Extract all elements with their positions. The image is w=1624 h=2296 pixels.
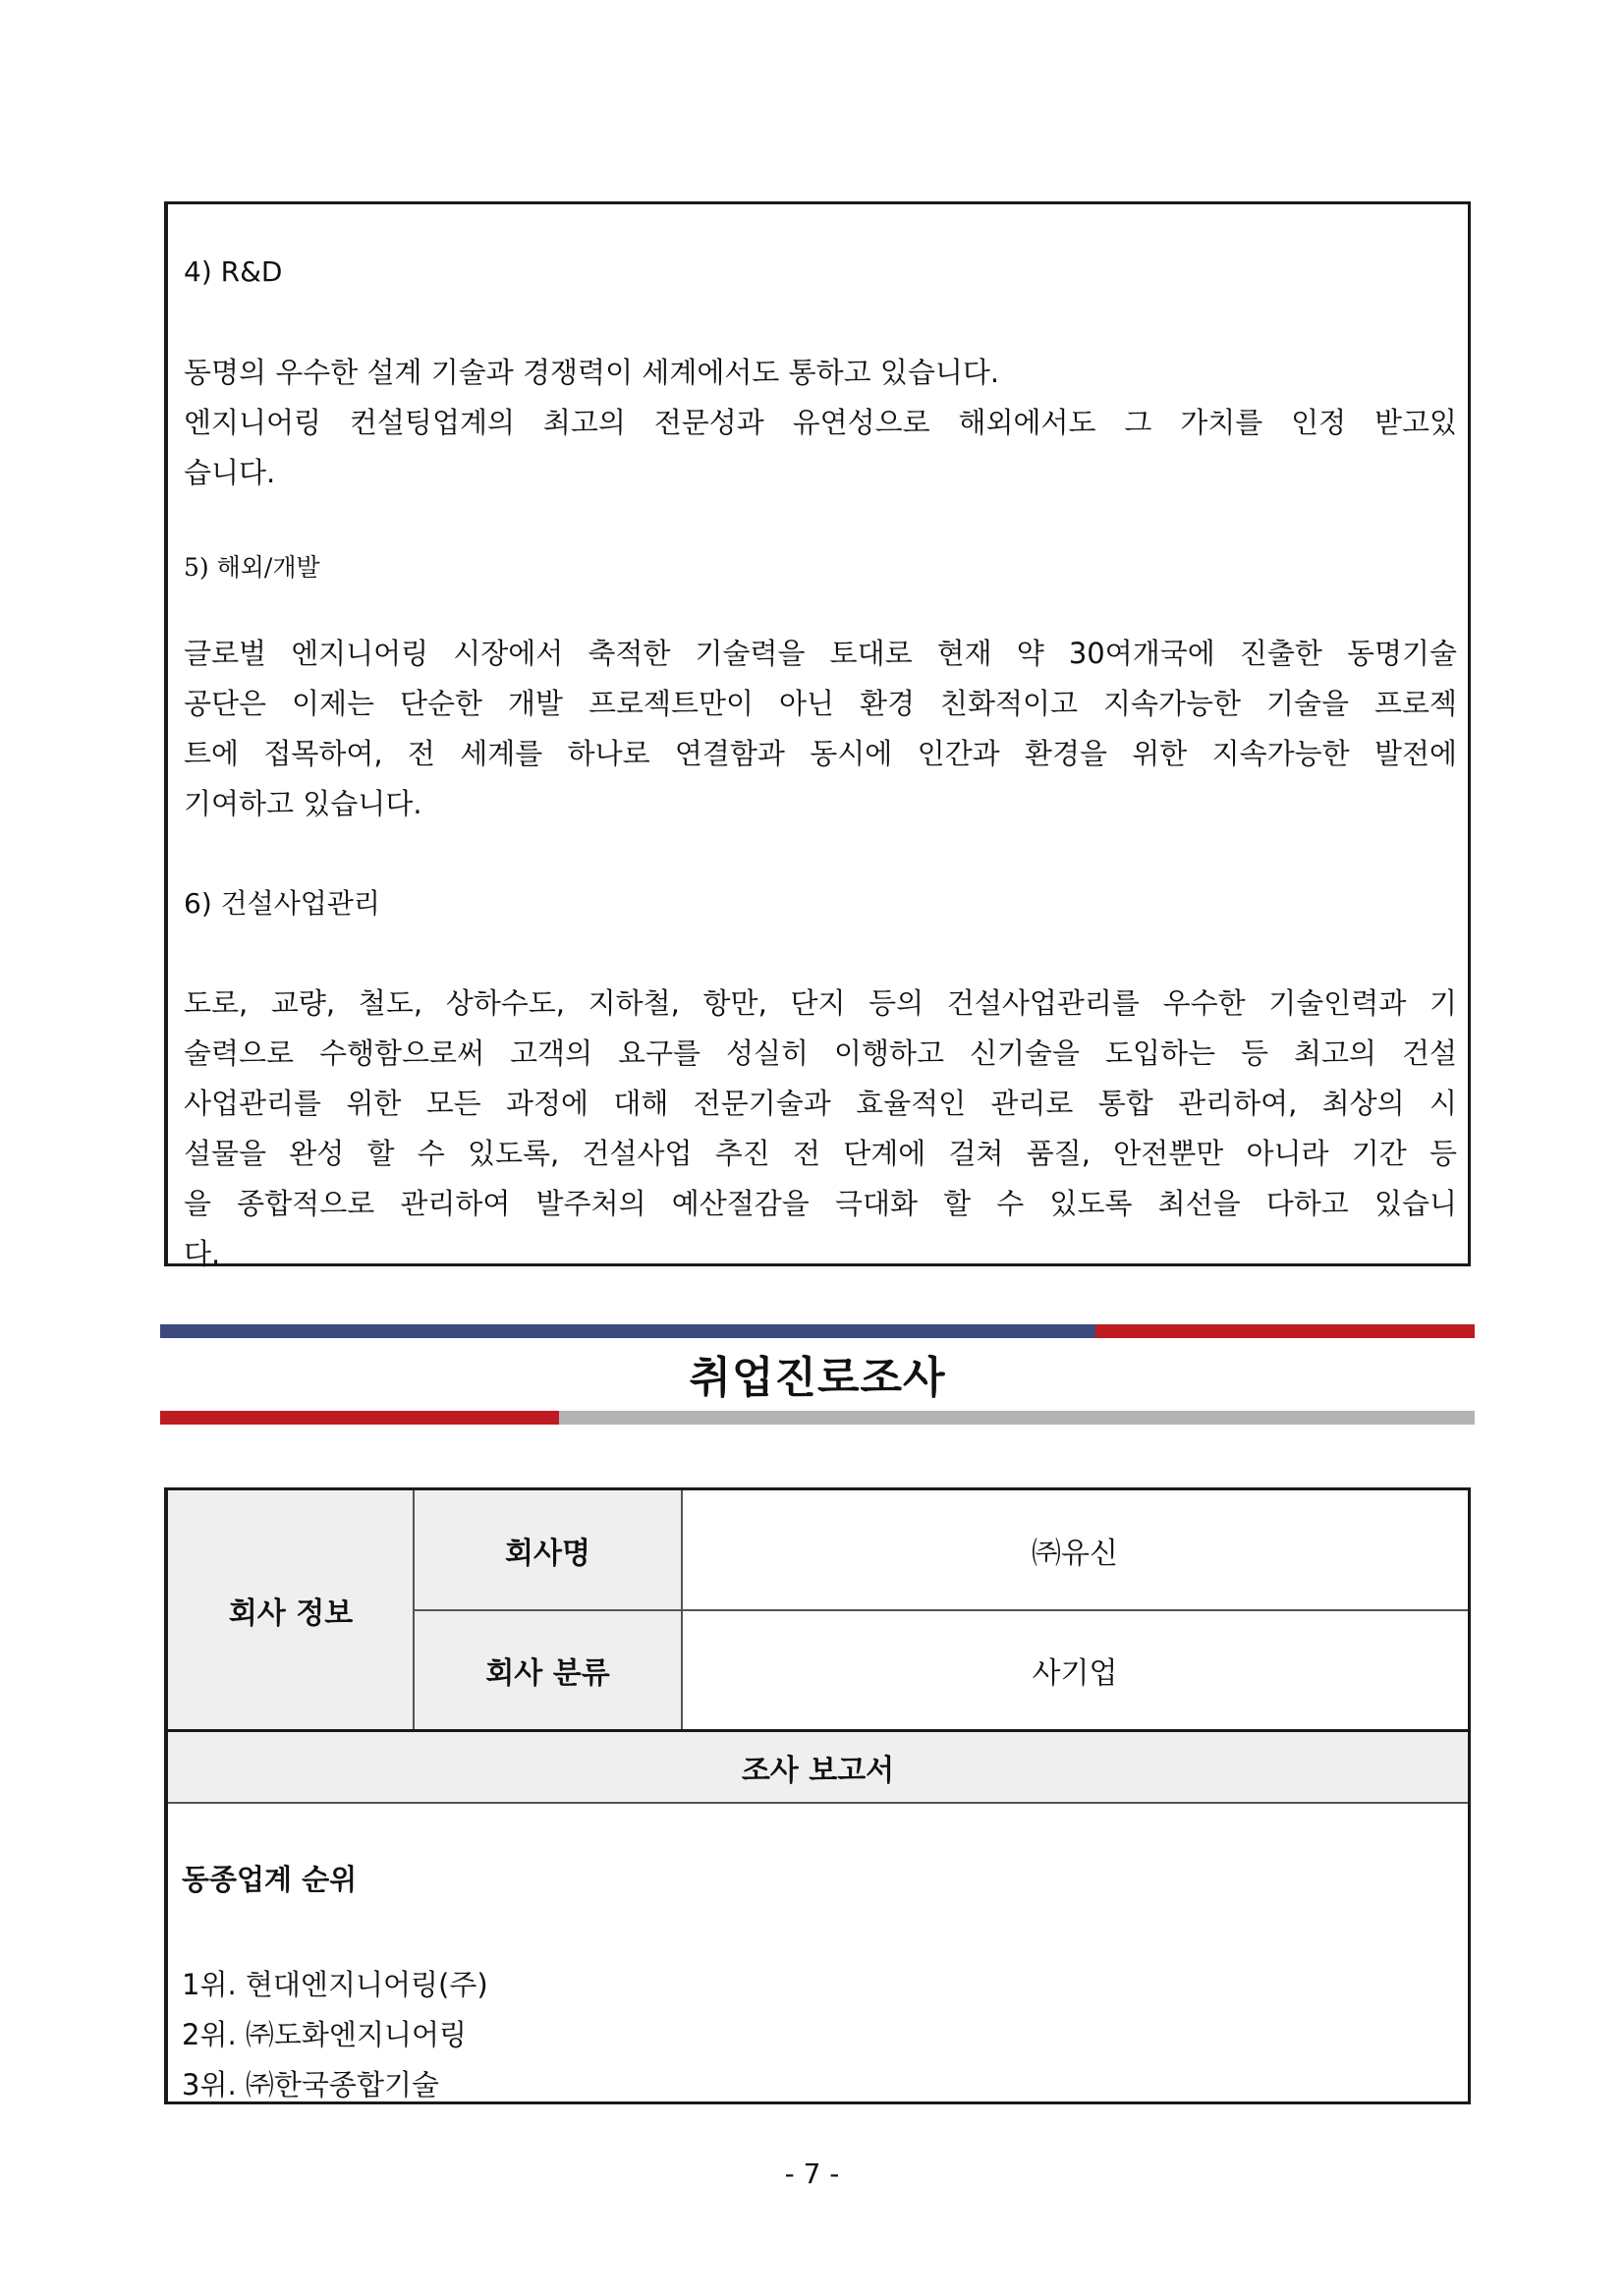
title-bar-bottom-red [160, 1411, 559, 1425]
overseas-line-3: 트에 접목하여, 전 세계를 하나로 연결함과 동시에 인간과 환경을 위한 지속가능한 발전에 [184, 737, 1457, 770]
construction-line-3: 사업관리를 위한 모든 과정에 대해 전문기술과 효율적인 관리로 통합 관리하여, 최상의 시 [184, 1087, 1457, 1120]
company-type-label: 회사 분류 [414, 1610, 682, 1730]
grid-line [168, 1802, 1468, 1804]
overseas-line-2: 공단은 이제는 단순한 개발 프로젝트만이 아닌 환경 친화적이고 지속가능한 기술을 프로젝 [184, 687, 1457, 720]
construction-line-5: 을 종합적으로 관리하여 발주처의 예산절감을 극대화 할 수 있도록 최선을 다하고 있습니 [184, 1187, 1457, 1220]
rnd-line-2: 엔지니어링 컨설팅업계의 최고의 전문성과 유연성으로 해외에서도 그 가치를 인정 받고있 [184, 406, 1457, 439]
construction-heading: 6) 건설사업관리 [184, 887, 380, 920]
construction-line-6: 다. [184, 1237, 221, 1270]
company-name-value: ㈜유신 [1032, 1537, 1118, 1571]
title-bar-top-red [1095, 1324, 1475, 1338]
construction-line-4: 설물을 완성 할 수 있도록, 건설사업 추진 전 단계에 걸쳐 품질, 안전뿐만 아니라 기간 등 [184, 1137, 1457, 1170]
company-info-group-label: 회사 정보 [168, 1490, 414, 1730]
rnd-line-1: 동명의 우수한 설계 기술과 경쟁력이 세계에서도 통하고 있습니다. [184, 356, 1000, 389]
ranking-item-2: 2위. ㈜도화엔지니어링 [182, 2018, 467, 2051]
page-number: - 7 - [784, 2157, 840, 2190]
construction-paragraph [184, 979, 1457, 1279]
title-bar-top-navy [160, 1324, 1095, 1338]
report-header: 조사 보고서 [168, 1732, 1468, 1803]
ranking-title: 동종업계 순위 [182, 1863, 358, 1896]
overseas-line-4: 기여하고 있습니다. [184, 787, 422, 820]
rnd-heading: 4) R&D [184, 255, 283, 288]
overseas-line-1: 글로벌 엔지니어링 시장에서 축적한 기술력을 토대로 현재 약 30여개국에 진출한 동명기술 [184, 637, 1457, 670]
ranking-list [182, 1960, 488, 2110]
title-bar-bottom-gray [559, 1411, 1475, 1425]
grid-line [414, 1609, 1468, 1611]
rnd-paragraph [184, 348, 1457, 498]
overseas-paragraph [184, 629, 1457, 829]
construction-line-1: 도로, 교량, 철도, 상하수도, 지하철, 항만, 단지 등의 건설사업관리를 우수한 기술인력과 기 [184, 986, 1457, 1020]
ranking-item-3: 3위. ㈜한국종합기술 [182, 2068, 439, 2101]
company-description-box [164, 201, 1471, 1270]
company-name-label: 회사명 [414, 1490, 682, 1610]
rnd-line-3: 습니다. [184, 456, 276, 489]
grid-line [168, 1729, 1468, 1732]
section-title: 취업진로조사 [689, 1353, 946, 1403]
company-info-table [164, 1487, 1471, 2104]
company-type-value: 사기업 [1032, 1656, 1118, 1691]
ranking-item-1: 1위. 현대엔지니어링(주) [182, 1968, 488, 2001]
overseas-heading: 5) 해외/개발 [184, 553, 320, 582]
construction-line-2: 술력으로 수행함으로써 고객의 요구를 성실히 이행하고 신기술을 도입하는 등 최고의 건설 [184, 1036, 1457, 1070]
